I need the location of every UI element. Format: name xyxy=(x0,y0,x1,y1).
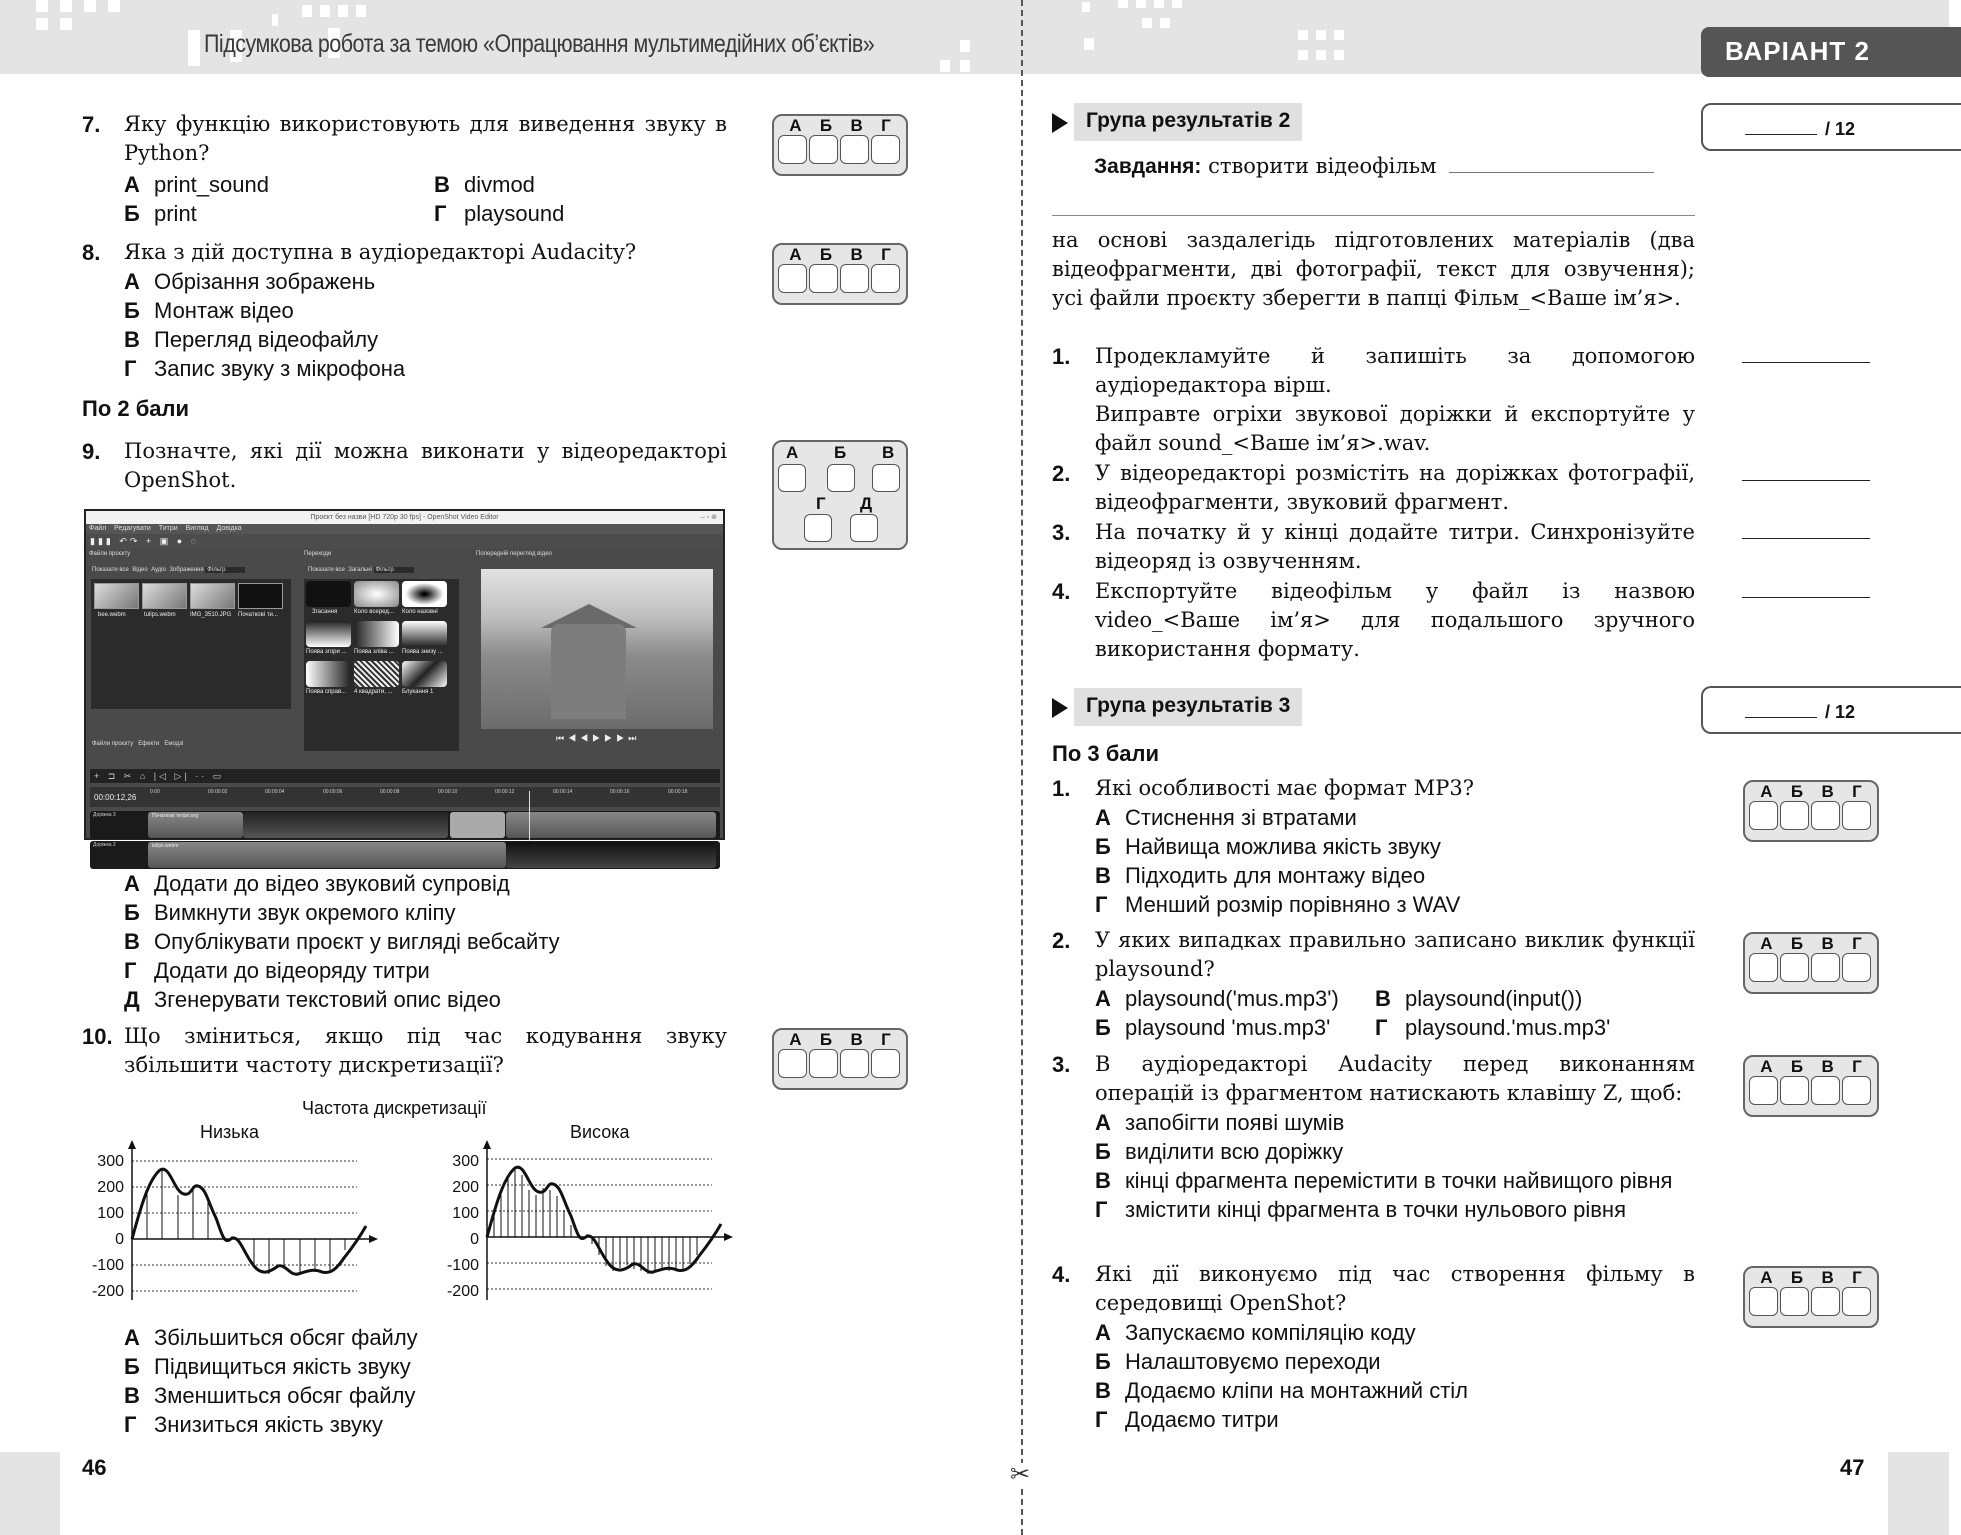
option-v: В кінці фрагмента перемістити в точки найвищого рівня xyxy=(1095,1168,1673,1193)
film-title-input[interactable] xyxy=(1449,172,1654,173)
page-edge-tab-left xyxy=(0,1452,60,1535)
option-v: В Опублікувати проєкт у вигляді вебсайту xyxy=(124,929,560,954)
transition-thumb xyxy=(306,661,351,687)
answer-cell[interactable] xyxy=(804,514,832,542)
triangle-right-icon xyxy=(1052,698,1068,718)
transition-clip xyxy=(450,812,505,838)
page-number-left: 46 xyxy=(82,1455,107,1480)
playback-controls: ⏮◀◀▶▶▶⏭ xyxy=(556,733,641,743)
chart-low-sampling xyxy=(82,1140,392,1305)
chart-subtitle-low: Низька xyxy=(200,1122,259,1142)
answer-cell[interactable] xyxy=(1811,953,1840,982)
answer-cell[interactable] xyxy=(1842,953,1871,982)
g3-question-4: 4. Які дії виконуємо під час створення фільму в середовищі OpenShot? А Запускаємо компіляцію коду Б Налаштовуємо переходи В Додаємо кліпи на монтажний стіл Г Додаємо титри xyxy=(1052,1262,1695,1432)
menu-edit: Редагувати xyxy=(114,525,151,532)
timeline-clip: tulips.webm xyxy=(148,842,506,868)
answer-cell[interactable] xyxy=(1749,953,1778,982)
option-v: В Підходить для монтажу відео xyxy=(1095,863,1426,888)
answer-box-g3-q4: А Б В Г xyxy=(1743,1266,1879,1328)
answer-cell[interactable] xyxy=(778,1049,807,1078)
openshot-screenshot: Проєкт без назви [HD 720p 30 fps] - OpenShot Video Editor – ▫ ⊗ Файл Редагувати Титри Вигляд Довідка ▮▮▮ ↶↷ + ▣ ● ◌ Файли проєкту Переходи Попередній перегляд відео Показати все Відео Аудіо Зображення Фільтр bee.webm tulips.webm IMG_3510.JPG Початкові ти... Показати все Загальні Фільтр Згасання Коло всеред... Коло назовні Поява згори ... Поява зліва ... Поява знизу ... Поява справ... 4 квадрати, ... Блукання 1 ⏮◀◀▶▶▶⏭ Файли проєкту Ефекти Емодзі + ⊐ ✂ ⌂ |◁ ▷| ·· ▭ 00:00:12,26 0:00 00:00:02 00:00:04 00:00:06 00:00:08 00:00:10 00:00:12 00:00:14 00:00:16 00:00:18 Доріжка 3 Початкові титри.svg Доріжка 2 tulips.webm xyxy=(84,509,725,840)
answer-cell[interactable] xyxy=(809,1049,838,1078)
task-step-1: 1. Продекламуйте й запишіть за допомогою аудіоредактора вірш. Виправте огріхи звукової доріжки й експортуйте у файл sound_<Ваше ім’я>.wav. xyxy=(1052,344,1695,455)
question-8 xyxy=(82,238,727,383)
answer-cell[interactable] xyxy=(778,264,807,293)
bottom-tabs: Файли проєкту Ефекти Емодзі xyxy=(92,741,184,747)
task-step-3: 3. На початку й у кінці додайте титри. Синхронізуйте відеоряд із озвученням. xyxy=(1052,520,1695,573)
file-thumb xyxy=(190,583,235,609)
answer-cell[interactable] xyxy=(1780,801,1809,830)
answer-box-g3-q3: А Б В Г xyxy=(1743,1055,1879,1117)
menu-file: Файл xyxy=(89,525,107,532)
answer-box-q7: А Б В Г xyxy=(772,114,908,176)
toolbar-icons: ▮▮▮ ↶↷ + ▣ ● ◌ xyxy=(86,534,723,548)
svg-text:300: 300 xyxy=(452,1153,479,1170)
answer-cell[interactable] xyxy=(778,464,806,492)
question-10 xyxy=(82,1022,727,1080)
option-a: А playsound('mus.mp3') xyxy=(1095,986,1339,1011)
timeline-track: Доріжка 3 Початкові титри.svg xyxy=(90,811,720,839)
answer-cell[interactable] xyxy=(850,514,878,542)
question-10-options xyxy=(82,1323,727,1439)
timeline-clip: Початкові титри.svg xyxy=(148,812,243,838)
answer-cell[interactable] xyxy=(840,1049,869,1078)
answer-cell[interactable] xyxy=(1811,1076,1840,1105)
scissors-icon: ✂ xyxy=(1010,1461,1031,1488)
option-v: В Перегляд відеофайлу xyxy=(124,327,379,352)
option-a: А Запускаємо компіляцію коду xyxy=(1095,1320,1416,1345)
option-v: В divmod xyxy=(434,172,535,197)
option-v: В playsound(input()) xyxy=(1375,986,1583,1011)
svg-text:-200: -200 xyxy=(446,1283,479,1300)
answer-cell[interactable] xyxy=(1749,1076,1778,1105)
answer-cell[interactable] xyxy=(1749,801,1778,830)
file-thumb xyxy=(94,583,139,609)
transition-thumb xyxy=(354,581,399,607)
svg-text:100: 100 xyxy=(97,1205,124,1222)
option-b: Б виділити всю доріжку xyxy=(1095,1139,1344,1164)
option-a: А Стиснення зі втратами xyxy=(1095,805,1357,830)
option-b: Б Налаштовуємо переходи xyxy=(1095,1349,1381,1374)
question-text: Яку функцію використовують для виведення звуку в Python? xyxy=(124,112,727,165)
g3-question-2: 2. У яких випадках правильно записано виклик функції playsound? А playsound('mus.mp3') В playsound(input()) Б playsound 'mus.mp3' Г playsound.'mus.mp3' xyxy=(1052,928,1695,1040)
option-b: Б Найвища можлива якість звуку xyxy=(1095,834,1441,859)
castle-image xyxy=(551,624,626,719)
triangle-right-icon xyxy=(1052,113,1068,133)
transition-thumb xyxy=(354,621,399,647)
chart-subtitle-high: Висока xyxy=(570,1122,630,1142)
question-7 xyxy=(82,110,727,228)
task-intro: на основі заздалегідь підготовлених матеріалів (два відеофрагменти, дві фотографії, текст для озвучення); усі файли проєкту зберегти в папці Фільм_<Ваше ім’я>. xyxy=(1052,228,1695,310)
answer-cell[interactable] xyxy=(872,464,900,492)
answer-cell[interactable] xyxy=(1749,1287,1778,1316)
option-a: А Збільшиться обсяг файлу xyxy=(124,1325,418,1350)
option-g: Г playsound.'mus.mp3' xyxy=(1375,1015,1611,1040)
option-a: А print_sound xyxy=(124,172,269,197)
cut-line xyxy=(1021,0,1023,1535)
answer-cell[interactable] xyxy=(827,464,855,492)
option-g: Г Знизиться якість звуку xyxy=(124,1412,383,1437)
option-v: В Додаємо кліпи на монтажний стіл xyxy=(1095,1378,1469,1403)
svg-text:-100: -100 xyxy=(91,1257,124,1274)
question-number: 7. xyxy=(82,112,101,137)
question-text: Що зміниться, якщо під час кодування звуку збільшити частоту дискретизації? xyxy=(124,1024,727,1077)
answer-cell[interactable] xyxy=(871,264,900,293)
panel-files-title: Файли проєкту xyxy=(89,551,131,557)
option-b: Б print xyxy=(124,201,197,226)
answer-cell[interactable] xyxy=(1842,1076,1871,1105)
option-b: Б Вимкнути звук окремого кліпу xyxy=(124,900,456,925)
answer-cell[interactable] xyxy=(871,135,900,164)
answer-cell[interactable] xyxy=(1842,801,1871,830)
question-text: Позначте, які дії можна виконати у відеоредакторі OpenShot. xyxy=(124,439,727,492)
chart-title: Частота дискретизації xyxy=(302,1098,487,1118)
answer-cell[interactable] xyxy=(840,135,869,164)
option-g: Г Запис звуку з мікрофона xyxy=(124,356,406,381)
page-number-right: 47 xyxy=(1840,1455,1865,1480)
option-g: Г Менший розмір порівняно з WAV xyxy=(1095,892,1461,917)
section-heading-3pts: По 3 бали xyxy=(1052,741,1160,766)
option-g: Г Додати до відеоряду титри xyxy=(124,958,430,983)
option-g: Г playsound xyxy=(434,201,565,226)
question-number: 10. xyxy=(82,1024,113,1049)
answer-box-g3-q2: А Б В Г xyxy=(1743,932,1879,994)
option-b: Б Підвищиться якість звуку xyxy=(124,1354,411,1379)
svg-text:100: 100 xyxy=(452,1205,479,1222)
playhead xyxy=(529,791,530,841)
transition-thumb xyxy=(306,581,351,607)
question-9-options xyxy=(82,869,727,1014)
answer-cell[interactable] xyxy=(1780,1287,1809,1316)
timecode: 00:00:12,26 xyxy=(94,793,137,802)
option-d: Д Згенерувати текстовий опис відео xyxy=(124,987,501,1012)
step-4-mark[interactable] xyxy=(1742,597,1870,598)
svg-text:-200: -200 xyxy=(91,1283,124,1300)
score-box-group3: / 12 xyxy=(1701,686,1961,734)
transition-thumb xyxy=(306,621,351,647)
answer-cell[interactable] xyxy=(871,1049,900,1078)
transition-thumb xyxy=(354,661,399,687)
task-statement: Завдання: створити відеофільм xyxy=(1094,152,1695,181)
transition-thumb xyxy=(402,661,447,687)
film-title-input-line2[interactable] xyxy=(1052,215,1695,216)
svg-text:200: 200 xyxy=(97,1179,124,1196)
score-input[interactable] xyxy=(1745,717,1817,718)
window-titlebar: Проєкт без назви [HD 720p 30 fps] - OpenShot Video Editor – ▫ ⊗ xyxy=(86,511,723,524)
score-box-group2: / 12 xyxy=(1701,103,1961,151)
answer-box-q10: А Б В Г xyxy=(772,1028,908,1090)
answer-cell[interactable] xyxy=(809,264,838,293)
option-g: Г змістити кінці фрагмента в точки нульового рівня xyxy=(1095,1197,1626,1222)
files-filter-bar: Показати все Відео Аудіо Зображення Фільтр xyxy=(92,567,245,573)
question-text: Яка з дій доступна в аудіоредакторі Audacity? xyxy=(124,240,637,264)
option-b: Б playsound 'mus.mp3' xyxy=(1095,1015,1331,1040)
section-heading-2pts: По 2 бали xyxy=(82,396,190,421)
question-number: 8. xyxy=(82,240,101,265)
page-edge-tab-right xyxy=(1888,1452,1949,1535)
svg-text:-100: -100 xyxy=(446,1257,479,1274)
g3-question-1: 1. Які особливості має формат MP3? А Стиснення зі втратами Б Найвища можлива якість звуку В Підходить для монтажу відео Г Менший розмір порівняно з WAV xyxy=(1052,774,1695,919)
svg-text:300: 300 xyxy=(97,1153,124,1170)
answer-box-q8: А Б В Г xyxy=(772,243,908,305)
answer-cell[interactable] xyxy=(1780,1076,1809,1105)
step-3-mark[interactable] xyxy=(1742,538,1870,539)
transition-thumb xyxy=(402,581,447,607)
transitions-filter-bar: Показати все Загальні Фільтр xyxy=(308,567,414,573)
window-controls-icon: – ▫ ⊗ xyxy=(700,514,717,521)
transition-thumb xyxy=(402,621,447,647)
menu-titles: Титри xyxy=(158,525,178,532)
answer-box-q9: А Б В Г Д xyxy=(772,440,908,550)
answer-cell[interactable] xyxy=(840,264,869,293)
running-title: Підсумкова робота за темою «Опрацювання мультимедійних об’єктів» xyxy=(204,30,875,58)
answer-cell[interactable] xyxy=(809,135,838,164)
step-2-mark[interactable] xyxy=(1742,480,1870,481)
timeline-track: Доріжка 2 tulips.webm xyxy=(90,841,720,869)
timeline-ruler: 00:00:12,26 0:00 00:00:02 00:00:04 00:00:06 00:00:08 00:00:10 00:00:12 00:00:14 00:00:16 00:00:18 xyxy=(90,787,720,807)
question-number: 9. xyxy=(82,439,101,464)
panel-preview-title: Попередній перегляд відео xyxy=(476,551,552,557)
task-step-2: 2. У відеоредакторі розмістіть на доріжках фотографії, відеофрагменти, звуковий фрагмент. xyxy=(1052,461,1695,514)
variant-badge: ВАРІАНТ 2 xyxy=(1701,27,1961,77)
task-step-4: 4. Експортуйте відеофільм у файл із назвою video_<Ваше ім’я> для подальшого зручного використання формату. xyxy=(1052,579,1695,661)
option-a: А Обрізання зображень xyxy=(124,269,376,294)
answer-cell[interactable] xyxy=(1842,1287,1871,1316)
menu-view: Вигляд xyxy=(185,525,209,532)
panel-transitions-title: Переходи xyxy=(304,551,332,557)
answer-box-g3-q1: А Б В Г xyxy=(1743,780,1879,842)
option-g: Г Додаємо титри xyxy=(1095,1407,1279,1432)
g3-question-3: 3. В аудіоредакторі Audacity перед виконанням операцій із фрагментом натискають клавішу Z, щоб: А запобігти появі шумів Б виділити всю доріжку В кінці фрагмента перемістити в точки найвищого рівня Г змістити кінці фрагмента в точки нульового рівня xyxy=(1052,1052,1695,1222)
answer-cell[interactable] xyxy=(1811,1287,1840,1316)
menu-bar xyxy=(86,524,723,534)
file-thumb xyxy=(238,583,283,609)
svg-text:0: 0 xyxy=(470,1231,479,1248)
svg-text:0: 0 xyxy=(115,1231,124,1248)
chart-high-sampling xyxy=(437,1140,747,1305)
file-thumb xyxy=(142,583,187,609)
step-1-mark[interactable] xyxy=(1742,362,1870,363)
option-a: А Додати до відео звуковий супровід xyxy=(124,871,510,896)
option-a: А запобігти появі шумів xyxy=(1095,1110,1345,1135)
option-b: Б Монтаж відео xyxy=(124,298,294,323)
answer-cell[interactable] xyxy=(1780,953,1809,982)
option-v: В Зменшиться обсяг файлу xyxy=(124,1383,416,1408)
timeline-toolbar: + ⊐ ✂ ⌂ |◁ ▷| ·· ▭ xyxy=(90,769,720,783)
video-preview xyxy=(481,569,713,729)
svg-text:200: 200 xyxy=(452,1179,479,1196)
answer-cell[interactable] xyxy=(778,135,807,164)
question-9 xyxy=(82,437,727,495)
answer-cell[interactable] xyxy=(1811,801,1840,830)
menu-help: Довідка xyxy=(216,525,242,532)
score-input[interactable] xyxy=(1745,134,1817,135)
